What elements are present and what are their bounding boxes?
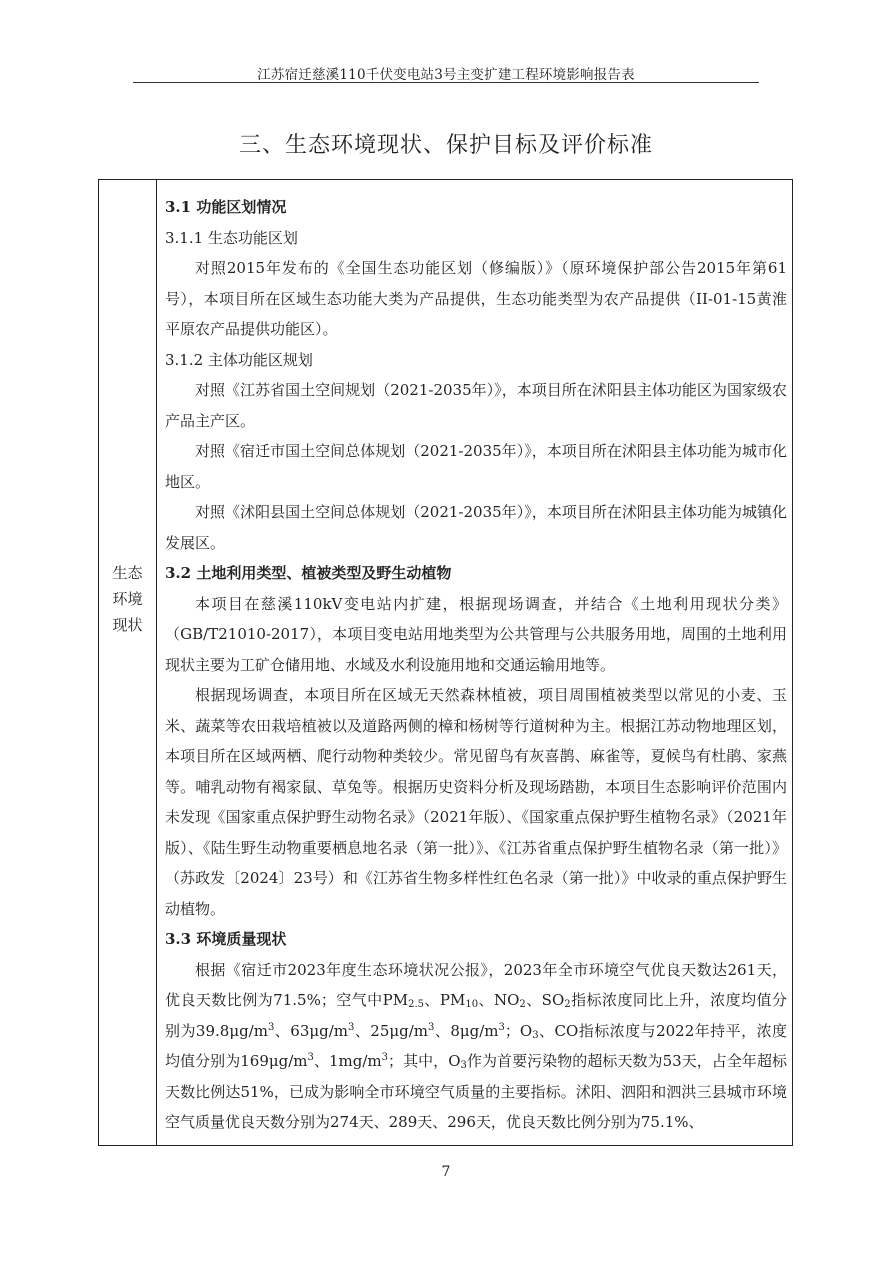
superscript: 3 — [381, 1052, 389, 1063]
row-label-line: 环境 — [112, 590, 143, 608]
paragraph: 对照《沭阳县国土空间总体规划（2021-2035年）》，本项目所在沭阳县主体功能为城镇化发展区。 — [165, 503, 787, 552]
text-run: 、25μg/m — [354, 1021, 429, 1040]
heading-3-2: 3.2 土地利用类型、植被类型及野生动植物 — [165, 564, 452, 582]
header-rule — [133, 82, 759, 83]
text-run: 、NO — [478, 991, 520, 1009]
content-table — [98, 179, 793, 1146]
text-run: 、63μg/m — [274, 1021, 348, 1040]
text-run: 、8μg/m — [434, 1021, 499, 1040]
subscript: 2 — [519, 999, 526, 1010]
heading-3-3: 3.3 环境质量现状 — [165, 930, 287, 948]
superscript: 3 — [498, 1021, 505, 1033]
section-title: 三、生态环境现状、保护目标及评价标准 — [238, 133, 653, 158]
superscript: 3 — [348, 1021, 355, 1033]
paragraph: 对照2015年发布的《全国生态功能区划（修编版）》（原环境保护部公告2015年第61号），本项目所在区域生态功能大类为产品提供，生态功能类型为农产品提供（II-01-15黄淮平原农产品提供功能区）。 — [165, 259, 787, 338]
paragraph: 对照《宿迁市国土空间总体规划（2021-2035年）》，本项目所在沭阳县主体功能为城市化地区。 — [165, 442, 787, 491]
text-run: 指标浓度同比上升，浓度均值分别为39.8μg/m — [165, 991, 787, 1040]
text-run: ；O — [504, 1021, 533, 1040]
page-header: 江苏宿迁慈溪110千伏变电站3号主变扩建工程环境影响报告表 — [257, 67, 635, 83]
superscript: 3 — [307, 1052, 314, 1063]
subscript: 3 — [532, 1029, 539, 1041]
paragraph-air-quality — [165, 955, 787, 1138]
content-cell — [165, 192, 787, 1138]
text-run: 、SO — [525, 991, 565, 1009]
superscript: 3 — [428, 1021, 435, 1033]
paragraph: 本项目在慈溪110kV变电站内扩建，根据现场调查，并结合《土地利用现状分类》（GB/T21010-2017），本项目变电站用地类型为公共管理与公共服务用地，周围的土地利用现状主要为工矿仓储用地、水域及水利设施用地和交通运输用地等。 — [165, 594, 787, 674]
subscript: 2.5 — [408, 999, 424, 1010]
subscript: 10 — [465, 999, 479, 1010]
text-run: 、PM — [423, 991, 466, 1009]
column-divider — [156, 180, 157, 1145]
subscript: 2 — [564, 999, 571, 1010]
heading-3-1-2: 3.1.2 主体功能区规划 — [165, 350, 313, 369]
paragraph: 根据现场调查，本项目所在区域无天然森林植被，项目周围植被类型以常见的小麦、玉米、蔬菜等农田栽培植被以及道路两侧的樟和杨树等行道树种为主。根据江苏动物地理区划，本项目所在区域两栖、爬行动物种类较少。常见留鸟有灰喜鹊、麻雀等，夏候鸟有杜鹃、家燕等。哺乳动物有褐家鼠、草兔等。根据历史资料分析及现场踏勘，本项目生态影响评价范围内未发现《国家重点保护野生动物名录》（2021年版）、《国家重点保护野生植物名录》（2021年版）、《陆生野生动物重要栖息地名录（第一批）》、《江苏省重点保护野生植物名录（第一批）》（苏政发〔2024〕23号）和《江苏省生物多样性红色名录（第一批）》中收录的重点保护野生动植物。 — [165, 686, 787, 918]
row-label-line: 现状 — [112, 616, 143, 634]
subscript: 3 — [460, 1060, 467, 1071]
superscript: 3 — [267, 1021, 275, 1033]
paragraph: 对照《江苏省国土空间规划（2021-2035年）》，本项目所在沭阳县主体功能区为国家级农产品主产区。 — [165, 381, 787, 430]
text-run: 、1mg/m — [313, 1052, 382, 1070]
heading-3-1: 3.1 功能区划情况 — [165, 198, 287, 216]
text-run: 、CO指标浓度与2022年持平，浓度均值分别为169μg/m — [165, 1021, 788, 1070]
text-run: ；其中，O — [388, 1052, 461, 1070]
page-number: 7 — [441, 1164, 451, 1180]
text-run: 根据《宿迁市2023年度生态环境状况公报》，2023年全市环境空气优良天数达261天，优良天数比例为71.5%；空气中PM — [165, 960, 787, 1009]
row-label-line: 生态 — [112, 564, 143, 582]
heading-3-1-1: 3.1.1 生态功能区划 — [165, 228, 298, 247]
text-run: 作为首要污染物的超标天数为53天，占全年超标天数比例达51%，已成为影响全市环境空气质量的主要指标。沭阳、泗阳和泗洪三县城市环境空气质量优良天数分别为274天、289天、296天，优良天数比例分别为75.1%、 — [165, 1052, 787, 1131]
row-label — [99, 560, 156, 638]
